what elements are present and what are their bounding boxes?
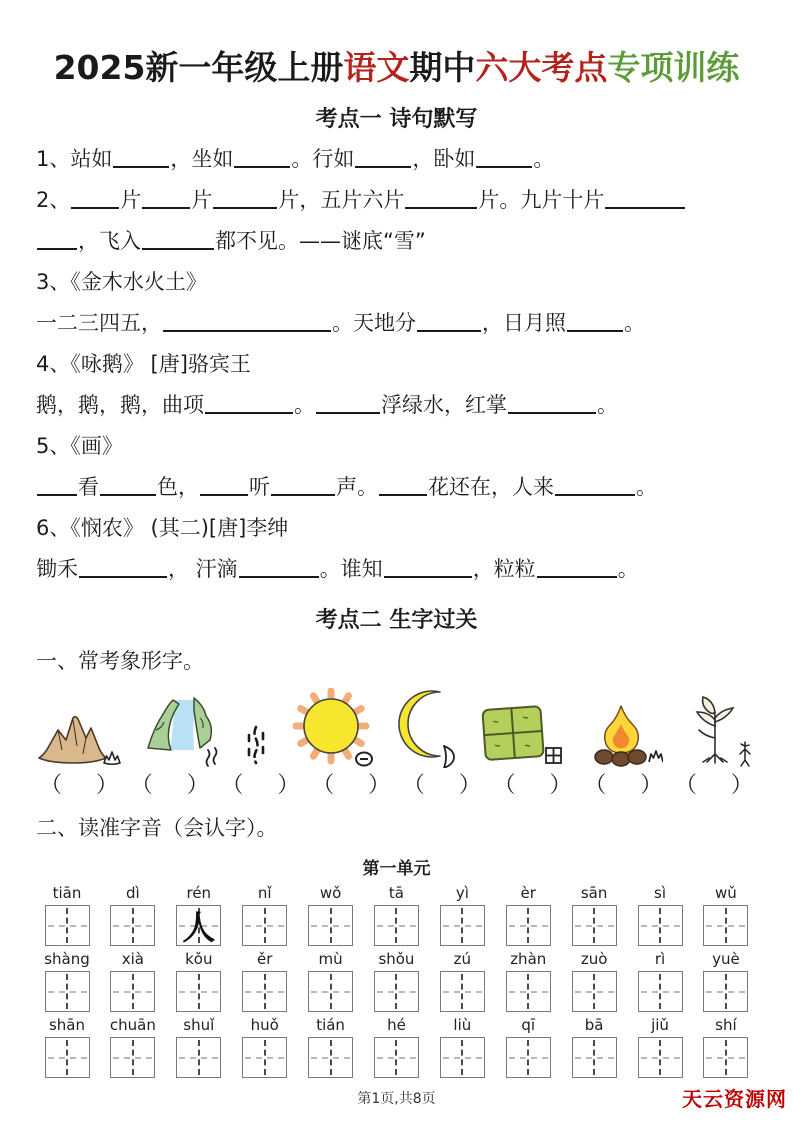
worksheet-line: 看 色， 听 声。 花还在，人来 。 bbox=[36, 467, 757, 508]
pinyin-label: xià bbox=[121, 950, 145, 968]
worksheet-line: ，飞入 都不见。——谜底“雪” bbox=[36, 221, 757, 262]
pictograph-answer-slot bbox=[490, 771, 576, 801]
writing-grid-box bbox=[703, 1037, 748, 1078]
writing-grid-box bbox=[506, 905, 551, 946]
writing-grid-box bbox=[110, 905, 155, 946]
answer-blank bbox=[555, 494, 635, 496]
pinyin-cell bbox=[431, 883, 493, 946]
paren-close: ） bbox=[730, 773, 753, 798]
pictograph-item-water-glyph bbox=[245, 722, 267, 768]
pictograph-item-seedling bbox=[685, 692, 757, 768]
paren-close: ） bbox=[549, 773, 572, 798]
moon-oracle-glyph-icon bbox=[444, 746, 454, 768]
pinyin-cell bbox=[168, 883, 230, 946]
pinyin-label: wǔ bbox=[715, 884, 737, 902]
pictograph-answer-slot bbox=[671, 771, 757, 801]
pinyin-cell bbox=[365, 1015, 427, 1078]
writing-grid-box bbox=[110, 1037, 155, 1078]
pinyin-cell bbox=[563, 1015, 625, 1078]
answer-blank bbox=[405, 207, 477, 209]
pinyin-label: èr bbox=[520, 884, 536, 902]
answer-blank bbox=[239, 576, 319, 578]
pinyin-cell bbox=[563, 949, 625, 1012]
pictograph-item-waterfall bbox=[146, 696, 224, 768]
paren-close: ） bbox=[368, 773, 391, 798]
poem-fill-in-lines bbox=[36, 139, 757, 590]
paren-open: （ bbox=[130, 773, 153, 798]
pinyin-cell bbox=[300, 883, 362, 946]
writing-grid-box bbox=[374, 905, 419, 946]
worksheet-line: 4、《咏鹅》 [唐]骆宾王 bbox=[36, 352, 251, 376]
pinyin-label: ěr bbox=[256, 950, 273, 968]
pinyin-cell bbox=[497, 949, 559, 1012]
paren-close: ） bbox=[640, 773, 663, 798]
pinyin-cell bbox=[168, 949, 230, 1012]
worksheet-line: 1、站如 ，坐如 。行如 ，卧如 。 bbox=[36, 147, 555, 171]
pinyin-label: tián bbox=[316, 1016, 345, 1034]
answer-blank bbox=[142, 248, 214, 250]
pinyin-cell bbox=[629, 949, 691, 1012]
pinyin-label: mù bbox=[318, 950, 343, 968]
answer-blank bbox=[79, 576, 167, 578]
pinyin-cell bbox=[102, 1015, 164, 1078]
answer-blank bbox=[316, 412, 380, 414]
pinyin-label: jiǔ bbox=[651, 1016, 669, 1034]
field-oracle-glyph-icon bbox=[546, 748, 561, 763]
title-segment: 专项训练 bbox=[607, 48, 740, 87]
paren-open: （ bbox=[312, 773, 335, 798]
pictograph-exercise-label: 一、常考象形字。 bbox=[36, 649, 204, 673]
pinyin-label: kǒu bbox=[185, 950, 213, 968]
pinyin-label: hé bbox=[387, 1016, 406, 1034]
worksheet-line: 3、《金木水火土》 bbox=[36, 270, 207, 294]
answer-blank bbox=[384, 576, 472, 578]
pictograph-item-moon bbox=[396, 688, 458, 768]
mountain-illustration bbox=[36, 706, 124, 768]
paren-close: ） bbox=[458, 773, 481, 798]
answer-blank bbox=[100, 494, 156, 496]
pinyin-label: huǒ bbox=[250, 1016, 279, 1034]
worksheet-line: 2、 片 片 片，五片六片 片。九片十片 bbox=[36, 180, 757, 221]
pinyin-cell bbox=[695, 1015, 757, 1078]
pinyin-row bbox=[36, 949, 757, 1012]
worksheet-line: 6、《悯农》 (其二)[唐]李绅 bbox=[36, 516, 289, 540]
pinyin-label: sān bbox=[580, 884, 608, 902]
pinyin-label: liù bbox=[453, 1016, 472, 1034]
pinyin-row bbox=[36, 883, 757, 946]
pinyin-cell bbox=[431, 949, 493, 1012]
pinyin-label: bā bbox=[584, 1016, 604, 1034]
answer-blank bbox=[417, 330, 481, 332]
answer-blank bbox=[200, 494, 248, 496]
writing-grid-box bbox=[572, 971, 617, 1012]
writing-grid-box bbox=[308, 1037, 353, 1078]
pinyin-cell bbox=[365, 949, 427, 1012]
paren-open: （ bbox=[493, 773, 516, 798]
writing-grid-box bbox=[506, 971, 551, 1012]
section1-heading: 考点一 诗句默写 bbox=[315, 107, 478, 132]
title-segment: 期中 bbox=[409, 48, 476, 87]
sun-oracle-glyph-icon bbox=[356, 753, 372, 766]
pinyin-cell bbox=[695, 883, 757, 946]
writing-grid-box bbox=[572, 905, 617, 946]
title-segment: 2025新一年级上册 bbox=[53, 48, 344, 87]
pinyin-exercise-label: 二、读准字音（会认字）。 bbox=[36, 816, 278, 840]
pictograph-item-mountain bbox=[36, 706, 124, 768]
writing-grid-box bbox=[638, 971, 683, 1012]
writing-grid-box bbox=[440, 1037, 485, 1078]
pictograph-row bbox=[36, 680, 757, 768]
water-oracle-pictograph bbox=[245, 722, 267, 768]
pinyin-cell bbox=[629, 883, 691, 946]
pinyin-label: zuò bbox=[580, 950, 608, 968]
waterfall-illustration bbox=[146, 696, 224, 768]
writing-grid-box bbox=[45, 971, 90, 1012]
mountain-oracle-glyph-icon bbox=[104, 752, 120, 764]
pinyin-cell bbox=[563, 883, 625, 946]
pinyin-cell bbox=[365, 883, 427, 946]
pictograph-answer-slot bbox=[399, 771, 485, 801]
pinyin-label: wǒ bbox=[319, 884, 342, 902]
paren-open: （ bbox=[584, 773, 607, 798]
answer-blank bbox=[355, 166, 411, 168]
pinyin-cell bbox=[36, 1015, 98, 1078]
worksheet-line: 一二三四五， 。天地分 ，日月照 。 bbox=[36, 311, 645, 335]
writing-grid-box bbox=[242, 971, 287, 1012]
pinyin-cell bbox=[36, 949, 98, 1012]
writing-grid-box bbox=[242, 905, 287, 946]
worksheet-line: 鹅，鹅，鹅，曲项 。 浮绿水，红掌 。 bbox=[36, 393, 618, 417]
writing-grid-box bbox=[572, 1037, 617, 1078]
pictograph-answer-slot bbox=[217, 771, 303, 801]
pinyin-cell bbox=[431, 1015, 493, 1078]
writing-grid-box bbox=[176, 905, 221, 946]
sun-illustration bbox=[289, 688, 375, 768]
page-title bbox=[36, 42, 757, 89]
pinyin-label: dì bbox=[126, 884, 140, 902]
pictograph-answer-slot bbox=[127, 771, 213, 801]
pinyin-label: shí bbox=[715, 1016, 737, 1034]
paren-open: （ bbox=[674, 773, 697, 798]
answer-blank bbox=[163, 330, 331, 332]
writing-grid-box bbox=[308, 905, 353, 946]
stream-oracle-glyph-icon bbox=[206, 748, 216, 766]
pinyin-row bbox=[36, 1015, 757, 1078]
pinyin-cell bbox=[497, 1015, 559, 1078]
pinyin-label: zhàn bbox=[510, 950, 547, 968]
pinyin-label: chuān bbox=[109, 1016, 156, 1034]
pinyin-label: qī bbox=[521, 1016, 536, 1034]
pictograph-answer-slot bbox=[580, 771, 666, 801]
answer-blank bbox=[379, 494, 427, 496]
pinyin-label: rén bbox=[186, 884, 212, 902]
writing-grid-box bbox=[703, 905, 748, 946]
pinyin-label: sì bbox=[654, 884, 666, 902]
pictograph-answer-slot bbox=[308, 771, 394, 801]
answer-blank bbox=[142, 207, 190, 209]
writing-grid-box bbox=[506, 1037, 551, 1078]
pinyin-cell bbox=[497, 883, 559, 946]
pinyin-label: shān bbox=[48, 1016, 86, 1034]
writing-grid-box bbox=[176, 1037, 221, 1078]
pinyin-grid bbox=[36, 883, 757, 1078]
answer-blank bbox=[508, 412, 596, 414]
answer-blank bbox=[476, 166, 532, 168]
pictograph-item-field bbox=[480, 702, 566, 768]
pinyin-label: zú bbox=[453, 950, 472, 968]
answer-blank bbox=[537, 576, 617, 578]
pinyin-cell bbox=[300, 1015, 362, 1078]
pictograph-answers-row bbox=[36, 771, 757, 801]
writing-grid-box bbox=[440, 905, 485, 946]
writing-grid-box bbox=[176, 971, 221, 1012]
watermark: 天云资源网 bbox=[682, 1087, 787, 1111]
pinyin-label: shǒu bbox=[378, 950, 415, 968]
fire-oracle-glyph-icon bbox=[649, 751, 663, 762]
field-illustration bbox=[480, 702, 566, 768]
answer-blank bbox=[605, 207, 685, 209]
answer-blank bbox=[271, 494, 335, 496]
writing-grid-box bbox=[110, 971, 155, 1012]
answer-blank bbox=[71, 207, 119, 209]
writing-grid-box bbox=[45, 1037, 90, 1078]
pinyin-label: rì bbox=[654, 950, 666, 968]
page-footer bbox=[0, 1088, 793, 1108]
writing-grid-box bbox=[374, 971, 419, 1012]
pinyin-cell bbox=[234, 949, 296, 1012]
worksheet-line: 5、《画》 bbox=[36, 434, 123, 458]
campfire-illustration bbox=[587, 702, 663, 768]
writing-grid-box bbox=[638, 1037, 683, 1078]
pinyin-label: yuè bbox=[712, 950, 740, 968]
paren-open: （ bbox=[221, 773, 244, 798]
rice-seedling-illustration bbox=[685, 692, 757, 768]
pinyin-label: nǐ bbox=[257, 884, 272, 902]
paren-close: ） bbox=[186, 773, 209, 798]
pinyin-label: tā bbox=[388, 884, 404, 902]
pictograph-answer-slot bbox=[36, 771, 122, 801]
paren-open: （ bbox=[39, 773, 62, 798]
answer-blank bbox=[213, 207, 277, 209]
title-segment: 六大考点 bbox=[475, 48, 608, 87]
paren-close: ） bbox=[277, 773, 300, 798]
written-character: 人 bbox=[182, 908, 216, 947]
paren-open: （ bbox=[402, 773, 425, 798]
writing-grid-box bbox=[638, 905, 683, 946]
answer-blank bbox=[37, 248, 77, 250]
moon-illustration bbox=[396, 688, 458, 768]
pinyin-cell bbox=[300, 949, 362, 1012]
answer-blank bbox=[567, 330, 623, 332]
writing-grid-box bbox=[242, 1037, 287, 1078]
writing-grid-box bbox=[703, 971, 748, 1012]
pinyin-cell bbox=[234, 883, 296, 946]
pinyin-cell bbox=[36, 883, 98, 946]
title-segment: 语文 bbox=[343, 48, 410, 87]
answer-blank bbox=[37, 494, 77, 496]
pictograph-item-sun bbox=[289, 688, 375, 768]
writing-grid-box bbox=[440, 971, 485, 1012]
page-number: 第1页,共8页 bbox=[357, 1091, 436, 1107]
pinyin-label: shuǐ bbox=[183, 1016, 215, 1034]
pinyin-cell bbox=[695, 949, 757, 1012]
pinyin-cell bbox=[102, 883, 164, 946]
pinyin-cell bbox=[629, 1015, 691, 1078]
pinyin-label: shàng bbox=[44, 950, 90, 968]
section2-heading: 考点二 生字过关 bbox=[315, 608, 478, 633]
writing-grid-box bbox=[374, 1037, 419, 1078]
pinyin-cell bbox=[234, 1015, 296, 1078]
answer-blank bbox=[113, 166, 169, 168]
grain-oracle-glyph-icon bbox=[740, 742, 750, 766]
writing-grid-box bbox=[45, 905, 90, 946]
pinyin-label: yì bbox=[455, 884, 469, 902]
answer-blank bbox=[205, 412, 293, 414]
pictograph-item-fire bbox=[587, 702, 663, 768]
paren-close: ） bbox=[96, 773, 119, 798]
pinyin-label: tiān bbox=[52, 884, 82, 902]
writing-grid-box bbox=[308, 971, 353, 1012]
pinyin-cell bbox=[168, 1015, 230, 1078]
answer-blank bbox=[234, 166, 290, 168]
unit-heading: 第一单元 bbox=[362, 859, 431, 879]
worksheet-line: 锄禾 ， 汗滴 。谁知 ，粒粒 。 bbox=[36, 557, 639, 581]
pinyin-cell bbox=[102, 949, 164, 1012]
